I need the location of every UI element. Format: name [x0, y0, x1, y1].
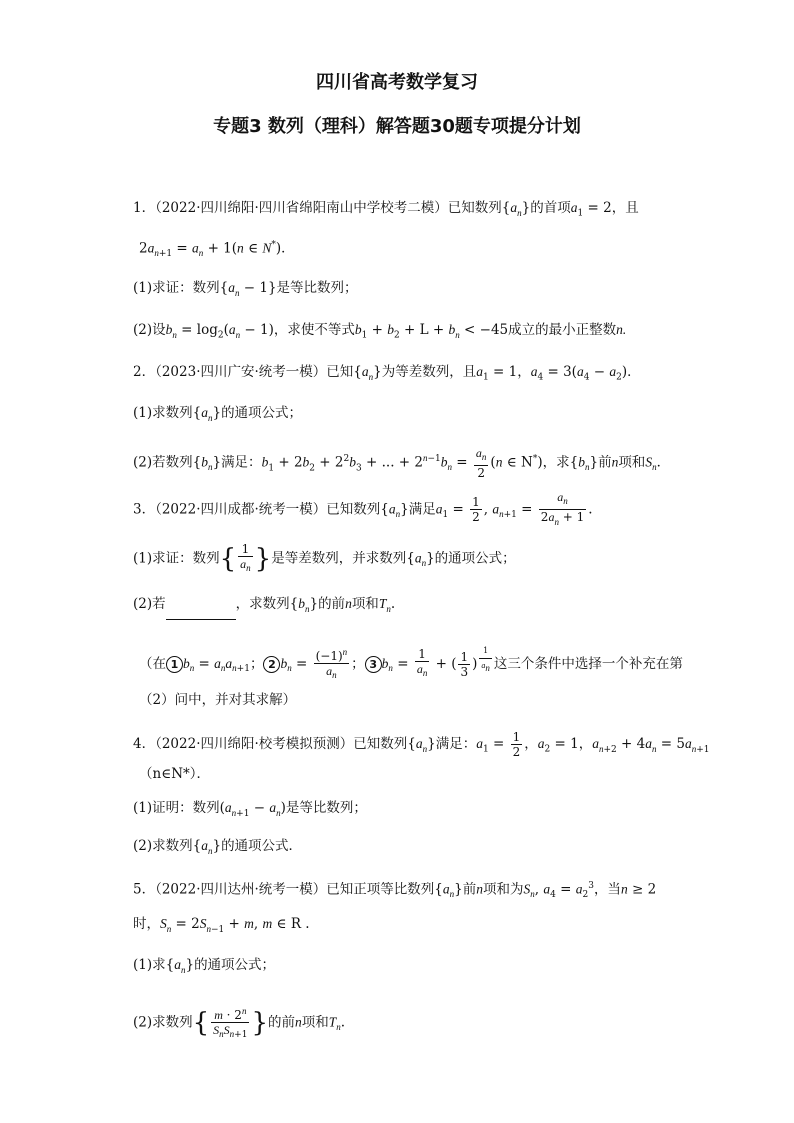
problem-4-condition: （n∈N*）．	[139, 766, 211, 782]
problem-5-part-1: (1)求$\{a_n\}$的通项公式；	[133, 957, 276, 975]
problem-1-part-2: (2)设$b_n = \log_2(a_n - 1)$，求使不等式$b_1 + b_2 + L + b_n < -45$成立的最小正整数n.	[133, 322, 627, 341]
problem-3-part-2: (2)若 ，求数列$\{b_n\}$的前n项和$T_n$.	[133, 594, 395, 620]
document-title: 四川省高考数学复习	[316, 72, 478, 93]
problem-1-recurrence: $2a_{n+1} = a_n + 1(n$ ∈ N*)．	[139, 240, 295, 260]
problem-5-part-2: (2)求数列{ $\frac{m \cdot 2^n}{S_nS_{n+1}}$ }的前n项和$T_n$.	[133, 1006, 346, 1041]
fill-in-blank[interactable]	[166, 605, 236, 620]
circled-number-1: 1	[166, 656, 183, 673]
document-subtitle: 专题3 数列（理科）解答题30题专项提分计划	[213, 116, 581, 137]
problem-4-part-1: (1)证明：数列$(a_{n+1} - a_n)$是等比数列；	[133, 800, 367, 819]
problem-2-part-2: (2)若数列$\{b_n\}$满足：$b_1 + 2b_2 + 2^2b_3$ + ... + $2^{n-1}b_n$ = $\frac{a_n}{2}$ (n ∈ N*)，求$\{b_n\}$前n项和$S_n$．	[133, 446, 671, 481]
problem-3-intro: 3．（2022·四川成都·统考一模）已知数列$\{a_n\}$满足$a_1$ = $\frac{1}{2}$ , $a_{n+1}$ = $\frac{a_n}{2a_n + 1}$ .	[133, 490, 593, 527]
problem-3-options-cont: （2）问中，并对其求解）	[139, 692, 297, 708]
problem-3-options: （在 1 $b_n = a_na_{n+1}$； 2 $b_n$ = $\frac{(-1)^n}{a_n}$ ； 3 $b_n$ = $\frac{1}{a_n}$ + ( $\frac{1}{3}$ ) $^{\frac{1}{a_n}}$ 这三个条件中选择一个补充在第	[139, 646, 683, 681]
problem-1-part-1: (1)求证：数列$\{a_n - 1\}$是等比数列；	[133, 280, 358, 298]
problem-4-intro: 4．（2022·四川绵阳·校考模拟预测）已知数列$\{a_n\}$满足：$a_1$ = $\frac{1}{2}$ ，$a_2 = 1$，$a_{n+2} + 4a_n = 5a_{n+1}$	[133, 730, 710, 759]
problem-3-part-1: (1)求证：数列{ $\frac{1}{a_n}$ }是等差数列，并求数列$\{a_n\}$的通项公式；	[133, 542, 516, 575]
circled-number-2: 2	[263, 656, 280, 673]
problem-2-intro: 2．（2023·四川广安·统考一模）已知$\{a_n\}$为等差数列，且$a_1 = 1$，$a_4 = 3(a_4 - a_2)$．	[133, 364, 641, 383]
problem-5-intro: 5．（2022·四川达州·统考一模）已知正项等比数列$\{a_n\}$前n项和为$S_n$, $a_4 = a_2^3$，当n ≥ 2	[133, 881, 657, 901]
problem-1-intro: 1．（2022·四川绵阳·四川省绵阳南山中学校考二模）已知数列$\{a_n\}$的首项$a_1 = 2$，且	[133, 200, 639, 219]
circled-number-3: 3	[365, 656, 382, 673]
problem-5-condition: 时，$S_n = 2S_{n-1} + m$, m ∈ R .	[133, 916, 310, 935]
problem-4-part-2: (2)求数列$\{a_n\}$的通项公式．	[133, 838, 303, 856]
problem-2-part-1: (1)求数列$\{a_n\}$的通项公式；	[133, 405, 303, 423]
